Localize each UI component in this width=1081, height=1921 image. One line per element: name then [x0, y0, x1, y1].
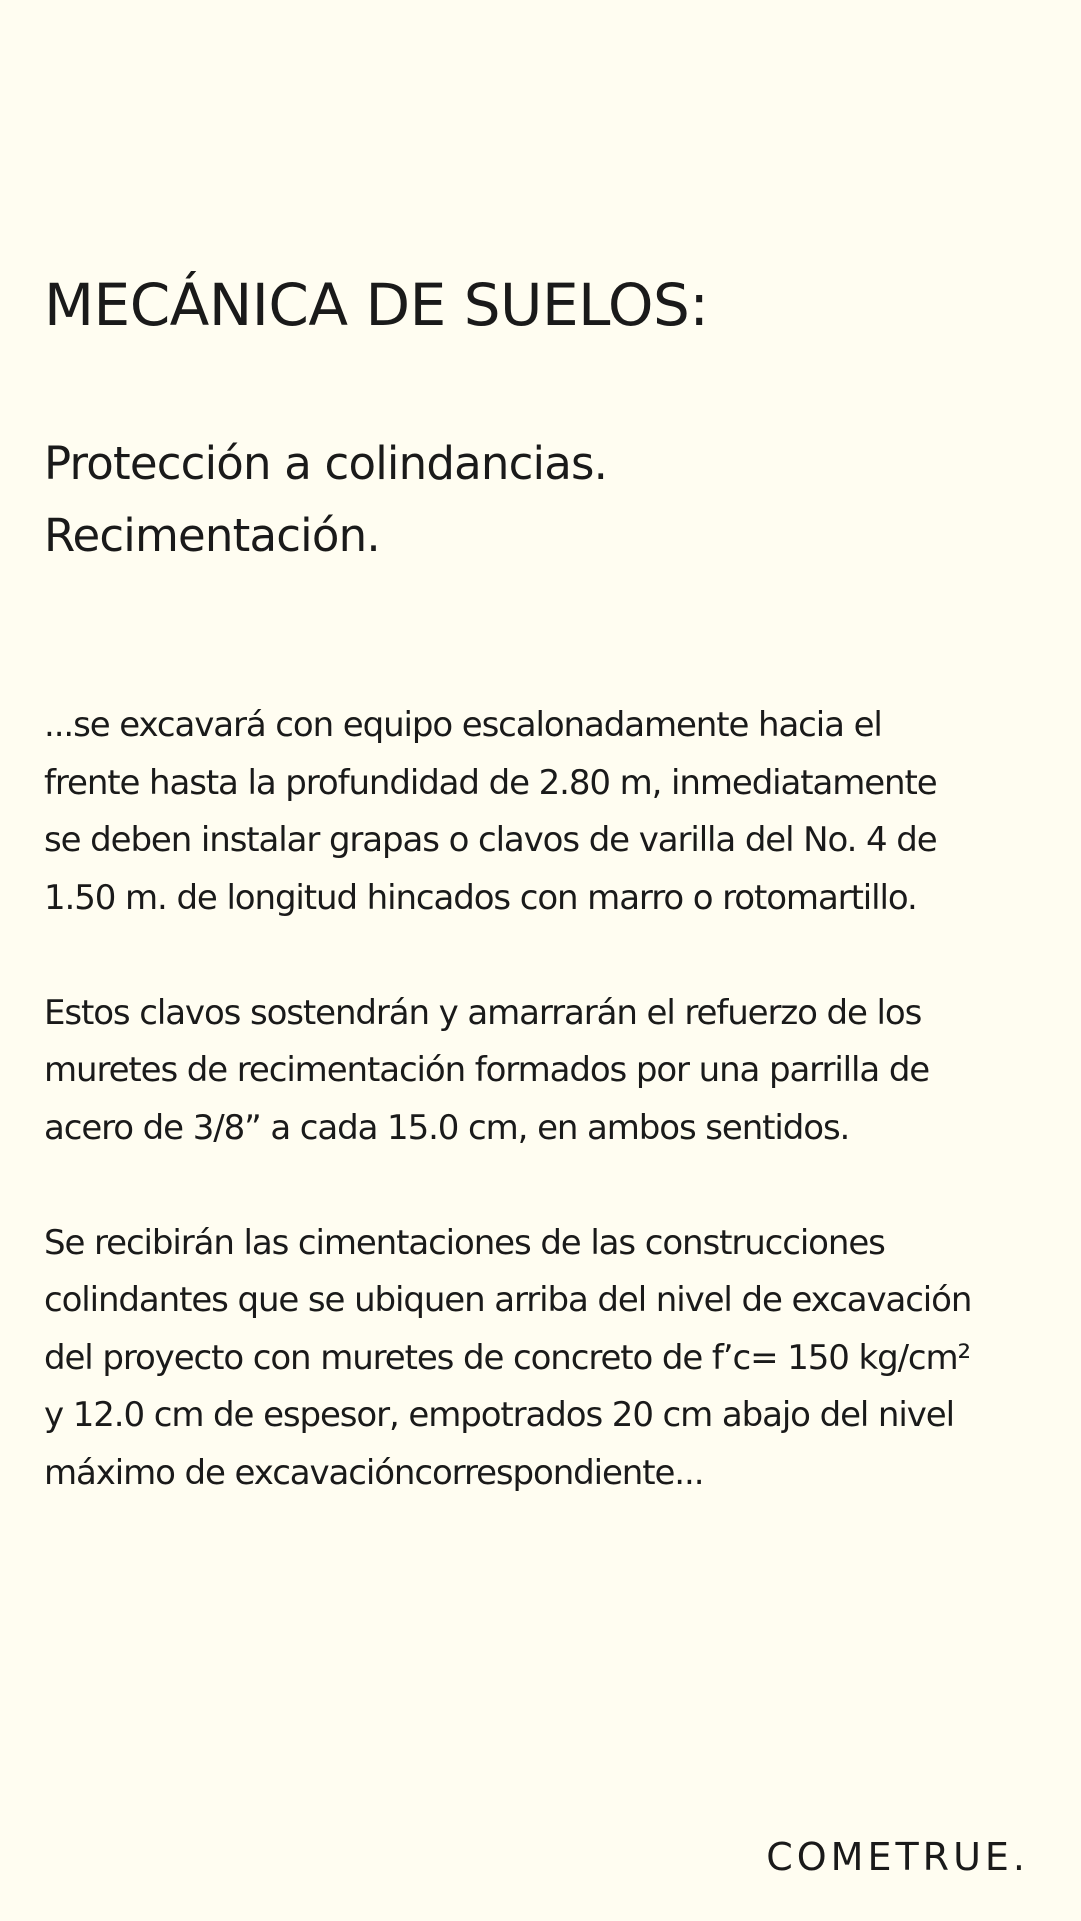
text-line: se deben instalar grapas o clavos de varilla del No. 4 de: [44, 820, 937, 860]
text-line: y 12.0 cm de espesor, empotrados 20 cm abajo del nivel: [44, 1395, 954, 1435]
subtitle-colindancias: Protección a colindancias.: [44, 437, 608, 490]
subtitle-block: [44, 428, 607, 572]
text-line: Estos clavos sostendrán y amarrarán el refuerzo de los: [44, 992, 922, 1033]
paragraph-excavation: [44, 697, 1044, 927]
text-line: Se recibirán las cimentaciones de las construcciones: [44, 1222, 885, 1263]
body-text: [44, 697, 1044, 1560]
subtitle-recimentacion: Recimentación.: [44, 509, 380, 562]
text-line: 1.50 m. de longitud hincados con marro o rotomartillo.: [44, 877, 917, 918]
text-line: frente hasta la profundidad de 2.80 m, inmediatamente: [44, 762, 937, 803]
text-line: del proyecto con muretes de concreto de f’c= 150 kg/cm²: [44, 1337, 971, 1378]
text-line: ...se excavará con equipo escalonadamente hacia el: [44, 705, 882, 745]
text-line: colindantes que se ubiquen arriba del nivel de excavación: [44, 1280, 972, 1320]
text-line: máximo de excavacióncorrespondiente...: [44, 1452, 704, 1493]
paragraph-nails: [44, 985, 1044, 1158]
page-title: MECÁNICA DE SUELOS:: [44, 271, 709, 339]
text-line: acero de 3/8” a cada 15.0 cm, en ambos sentidos.: [44, 1107, 850, 1148]
paragraph-foundations: [44, 1215, 1044, 1503]
brand-logo: COMETRUE.: [766, 1835, 1029, 1879]
text-line: muretes de recimentación formados por una parrilla de: [44, 1050, 930, 1090]
